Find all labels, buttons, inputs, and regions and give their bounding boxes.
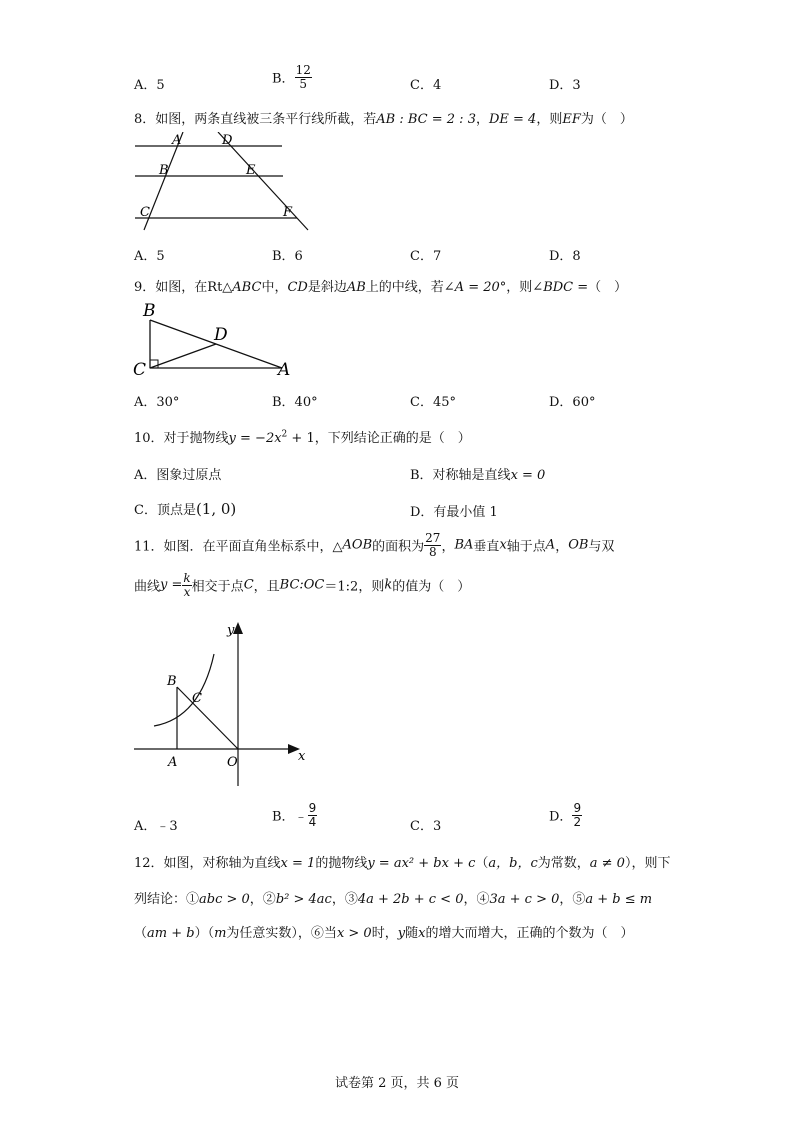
q9-option-c: C．45° <box>410 395 456 410</box>
q7-option-b: B． $\frac{12}{5}$ <box>272 63 311 91</box>
q7-option-d: D．3 <box>549 78 581 93</box>
q9-figure <box>130 300 300 380</box>
axis-label-x: x <box>298 749 306 764</box>
q12-stem-line1: 12．如图，对称轴为直线x = 1的抛物线y = ax² + bx + c（a，b，c为常数，a ≠ 0），则下 <box>134 856 671 871</box>
q10-option-a: A．图象过原点 <box>134 468 222 483</box>
q11-stem-line2: 曲线y = $\frac{k}{x}$ 相交于点C，且BC:OC＝1:2，则k的值为（ ） <box>134 571 471 599</box>
q7-option-c: C．4 <box>410 78 442 93</box>
label-D: D <box>214 325 228 345</box>
q10-option-c: C．顶点是(1, 0) <box>134 500 237 518</box>
q9-stem: 9．如图，在Rt△ABC中，CD是斜边AB上的中线，若∠A = 20°，则∠BDC =（ ） <box>134 280 628 295</box>
label-A: A <box>172 133 182 148</box>
q11-option-d: D． $\frac{9}{2}$ <box>549 801 582 829</box>
q9-option-b: B．40° <box>272 395 318 410</box>
label-F: F <box>283 205 293 220</box>
q8-option-a: A．5 <box>134 249 165 264</box>
label-C: C <box>133 360 147 380</box>
q11-option-c: C．3 <box>410 819 442 834</box>
q9-option-a: A．30° <box>134 395 180 410</box>
label-C: C <box>192 691 202 706</box>
label-A: A <box>278 360 291 380</box>
q8-option-c: C．7 <box>410 249 442 264</box>
label-D: D <box>222 133 233 148</box>
label-B: B <box>159 163 169 178</box>
q7-option-a: A．5 <box>134 78 165 93</box>
axis-label-y: y <box>227 623 235 638</box>
q9-option-d: D．60° <box>549 395 596 410</box>
q10-option-d: D．有最小值 1 <box>410 505 498 520</box>
q10-option-b: B．对称轴是直线x = 0 <box>410 468 546 483</box>
label-O: O <box>227 755 238 770</box>
label-C: C <box>140 205 150 220</box>
q11-figure <box>130 618 320 793</box>
q10-stem: 10．对于抛物线$y = -2x^2 + 1$，下列结论正确的是（ ） <box>134 429 471 446</box>
q8-option-d: D．8 <box>549 249 581 264</box>
label-B: B <box>143 301 156 321</box>
label-A: A <box>168 755 178 770</box>
q8-figure <box>130 132 330 232</box>
q11-option-a: A．﹣3 <box>134 819 178 834</box>
q8-option-b: B．6 <box>272 249 303 264</box>
q11-stem-line1: 11．如图．在平面直角坐标系中，△AOB的面积为 $\frac{27}{8}$ ，BA垂直x轴于点A，OB与双 <box>134 531 615 559</box>
q8-stem: 8．如图，两条直线被三条平行线所截，若AB : BC = 2 : 3，DE = 4，则EF为（ ） <box>134 112 633 127</box>
q12-stem-line3: （am + b）（m为任意实数），⑥当x > 0时，y随x的增大而增大，正确的个数为（ ） <box>134 926 634 941</box>
page-footer: 试卷第 2 页，共 6 页 <box>334 1076 460 1091</box>
label-B: B <box>167 674 177 689</box>
q12-stem-line2: 列结论：①abc > 0，②b² > 4ac，③4a + 2b + c < 0，④3a + c > 0，⑤a + b ≤ m <box>134 892 653 907</box>
q11-option-b: B．﹣ $\frac{9}{4}$ <box>272 801 317 829</box>
label-E: E <box>246 163 256 178</box>
